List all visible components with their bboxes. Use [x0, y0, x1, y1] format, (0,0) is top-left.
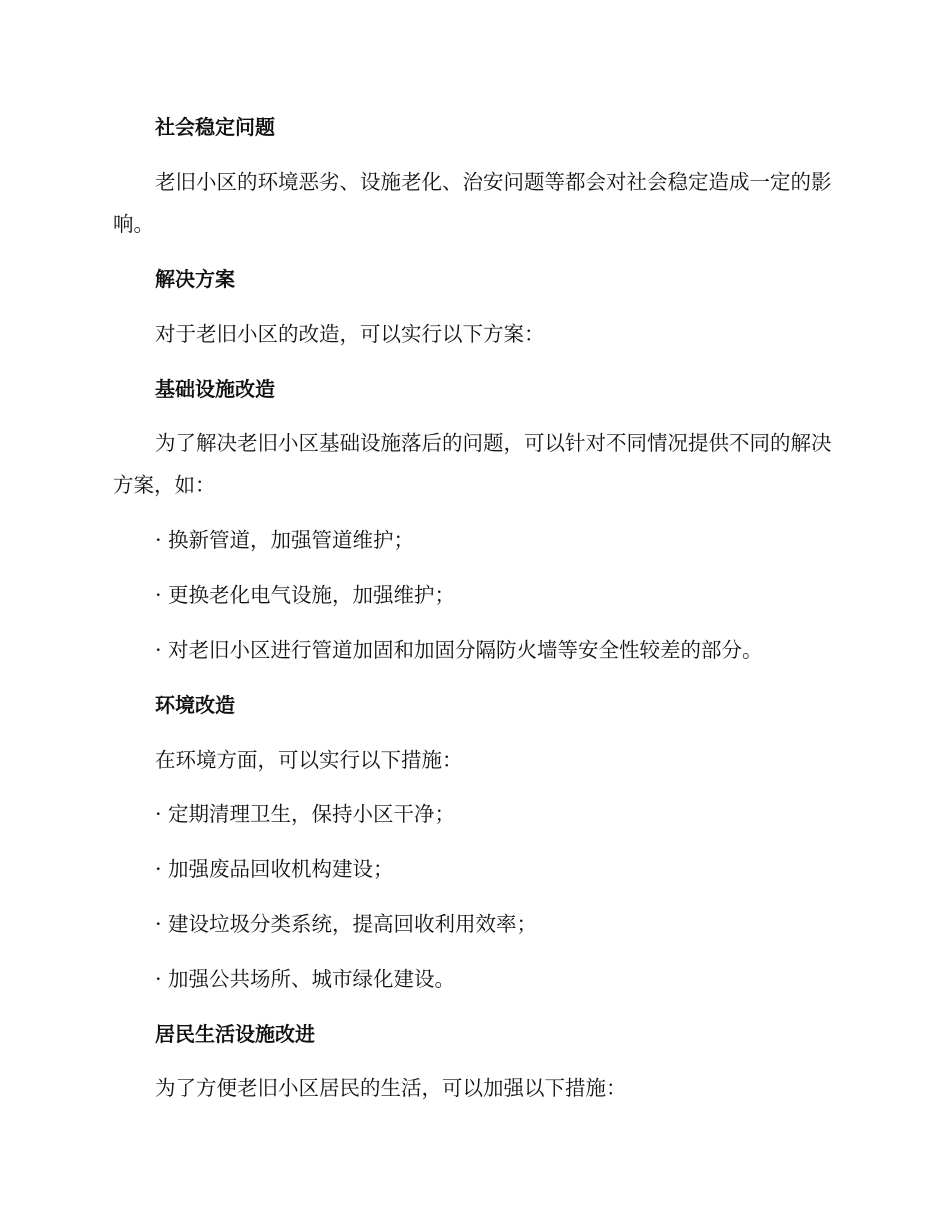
list-item: · 对老旧小区进行管道加固和加固分隔防火墙等安全性较差的部分。 [155, 638, 763, 662]
paragraph-social-stability: 老旧小区的环境恶劣、设施老化、治安问题等都会对社会稳定造成一定的影响。 [113, 170, 832, 236]
heading-living-facilities: 居民生活设施改进 [155, 1022, 315, 1046]
paragraph-living-facilities-intro: 为了方便老旧小区居民的生活，可以加强以下措施： [155, 1076, 627, 1100]
paragraph-environment-intro: 在环境方面，可以实行以下措施： [155, 748, 463, 772]
heading-solution: 解决方案 [155, 267, 235, 291]
list-item: · 换新管道，加强管道维护； [155, 528, 415, 552]
heading-environment: 环境改造 [155, 693, 235, 717]
heading-infrastructure: 基础设施改造 [155, 377, 275, 401]
list-item: · 建设垃圾分类系统，提高回收利用效率； [155, 912, 538, 936]
heading-social-stability: 社会稳定问题 [155, 115, 275, 139]
list-item: · 加强公共场所、城市绿化建设。 [155, 967, 456, 991]
paragraph-infrastructure-intro: 为了解决老旧小区基础设施落后的问题，可以针对不同情况提供不同的解决方案，如： [113, 431, 832, 497]
paragraph-solution-intro: 对于老旧小区的改造，可以实行以下方案： [155, 322, 545, 346]
list-item: · 更换老化电气设施，加强维护； [155, 583, 456, 607]
list-item: · 加强废品回收机构建设； [155, 857, 394, 881]
list-item: · 定期清理卫生，保持小区干净； [155, 802, 456, 826]
